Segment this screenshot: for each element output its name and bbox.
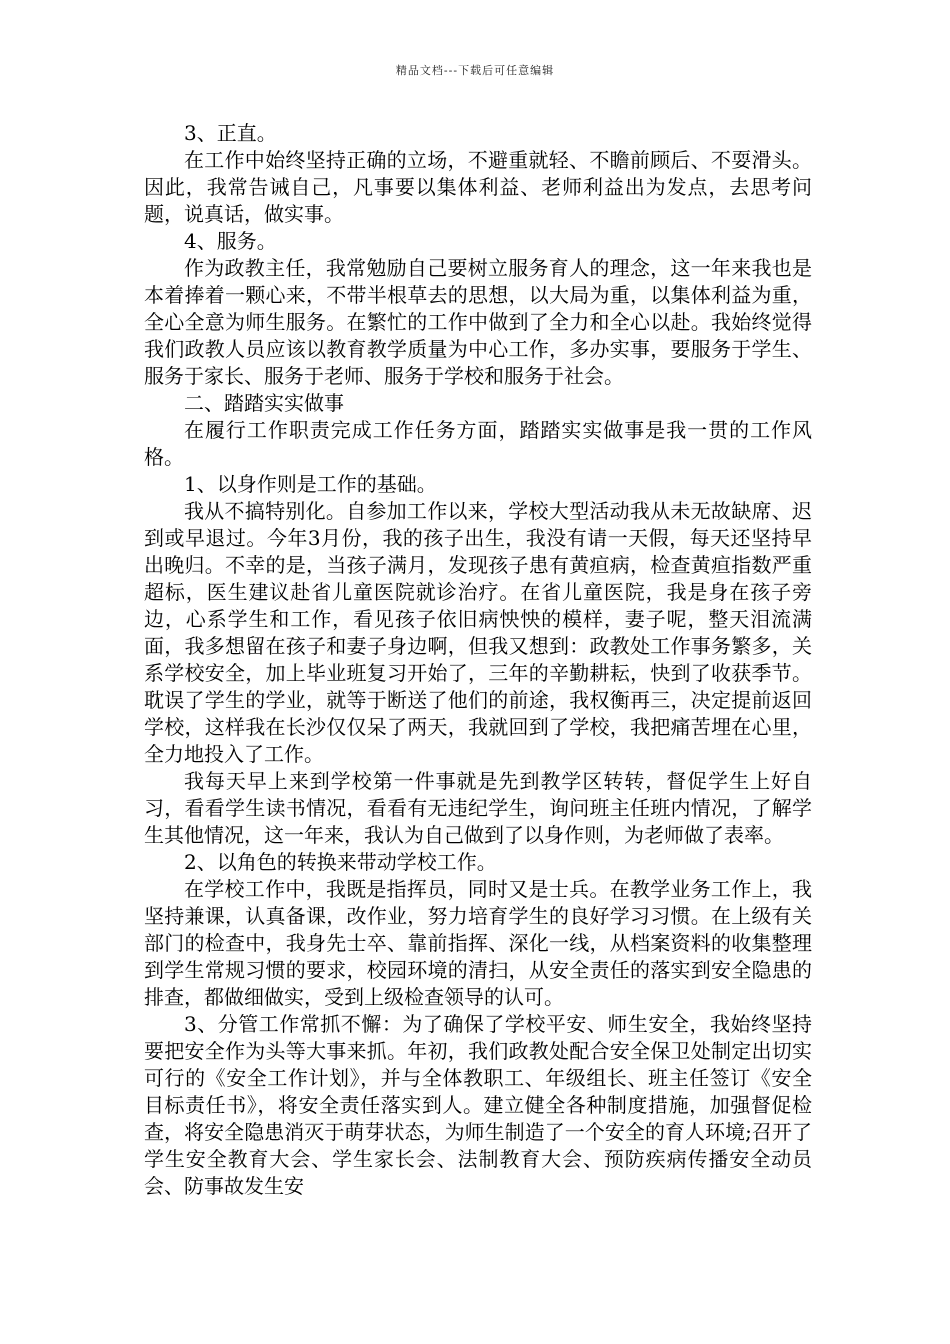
page-header: 精品文档---下载后可任意编辑 [395,64,555,77]
document-body [144,120,812,1200]
section-heading-practical-work: 二、踏踏实实做事 [184,391,344,415]
paragraph-lead-by-example-body: 我从不搞特别化。自参加工作以来，学校大型活动我从未无故缺席、迟到或早退过。今年3月份，我的孩子出生，我没有请一天假，每天还坚持早出晚归。不幸的是，当孩子满月，发现孩子患有黄疸病，检查黄疸指数严重超标，医生建议赴省儿童医院就诊治疗。在省儿童医院，我是身在孩子旁边，心系学生和工作，看见孩子依旧病怏怏的模样，妻子呢，整天泪流满面，我多想留在孩子和妻子身边啊，但我又想到：政教处工作事务繁多，关系学校安全，加上毕业班复习开始了，三年的辛勤耕耘，快到了收获季节。耽误了学生的学业，就等于断送了他们的前途，我权衡再三，决定提前返回学校，这样我在长沙仅仅呆了两天，我就回到了学校，我把痛苦埋在心里，全力地投入了工作。 [144,499,812,766]
paragraph-heading-lead-by-example: 1、以身作则是工作的基础。 [184,472,437,496]
paragraph-heading-service: 4、服务。 [184,229,277,253]
paragraph-daily-routine: 我每天早上来到学校第一件事就是先到教学区转转，督促学生上好自习，看看学生读书情况，看看有无违纪学生，询问班主任班内情况，了解学生其他情况，这一年来，我认为自己做到了以身作则，为老师做了表率。 [144,769,812,847]
paragraph-role-change-body: 在学校工作中，我既是指挥员，同时又是士兵。在教学业务工作上，我坚持兼课，认真备课，改作业，努力培育学生的良好学习习惯。在上级有关部门的检查中，我身先士卒、靠前指挥、深化一线，从档案资料的收集整理到学生常规习惯的要求，校园环境的清扫，从安全责任的落实到安全隐患的排查，都做细做实，受到上级检查领导的认可。 [144,877,812,1009]
paragraph-service-body: 作为政教主任，我常勉励自己要树立服务育人的理念，这一年来我也是本着捧着一颗心来，不带半根草去的思想，以大局为重，以集体利益为重，全心全意为师生服务。在繁忙的工作中做到了全力和全心以赴。我始终觉得我们政教人员应该以教育教学质量为中心工作，多办实事，要服务于学生、服务于家长、服务于老师、服务于学校和服务于社会。 [144,256,812,388]
paragraph-practical-intro: 在履行工作职责完成工作任务方面，踏踏实实做事是我一贯的工作风格。 [144,418,812,469]
paragraph-heading-integrity: 3、正直。 [184,121,277,145]
paragraph-heading-role-change: 2、以角色的转换来带动学校工作。 [184,850,497,874]
paragraph-integrity-body: 在工作中始终坚持正确的立场，不避重就轻、不瞻前顾后、不耍滑头。因此，我常告诫自己，凡事要以集体利益、老师利益出为发点，去思考问题，说真话，做实事。 [144,148,812,226]
paragraph-safety-management: 3、分管工作常抓不懈：为了确保了学校平安、师生安全，我始终坚持要把安全作为头等大事来抓。年初，我们政教处配合安全保卫处制定出切实可行的《安全工作计划》，并与全体教职工、年级组长、班主任签订《安全目标责任书》，将安全责任落实到人。建立健全各种制度措施，加强督促检查，将安全隐患消灭于萌芽状态，为师生制造了一个安全的育人环境;召开了学生安全教育大会、学生家长会、法制教育大会、预防疾病传播安全动员会、防事故发生安 [144,1012,812,1198]
